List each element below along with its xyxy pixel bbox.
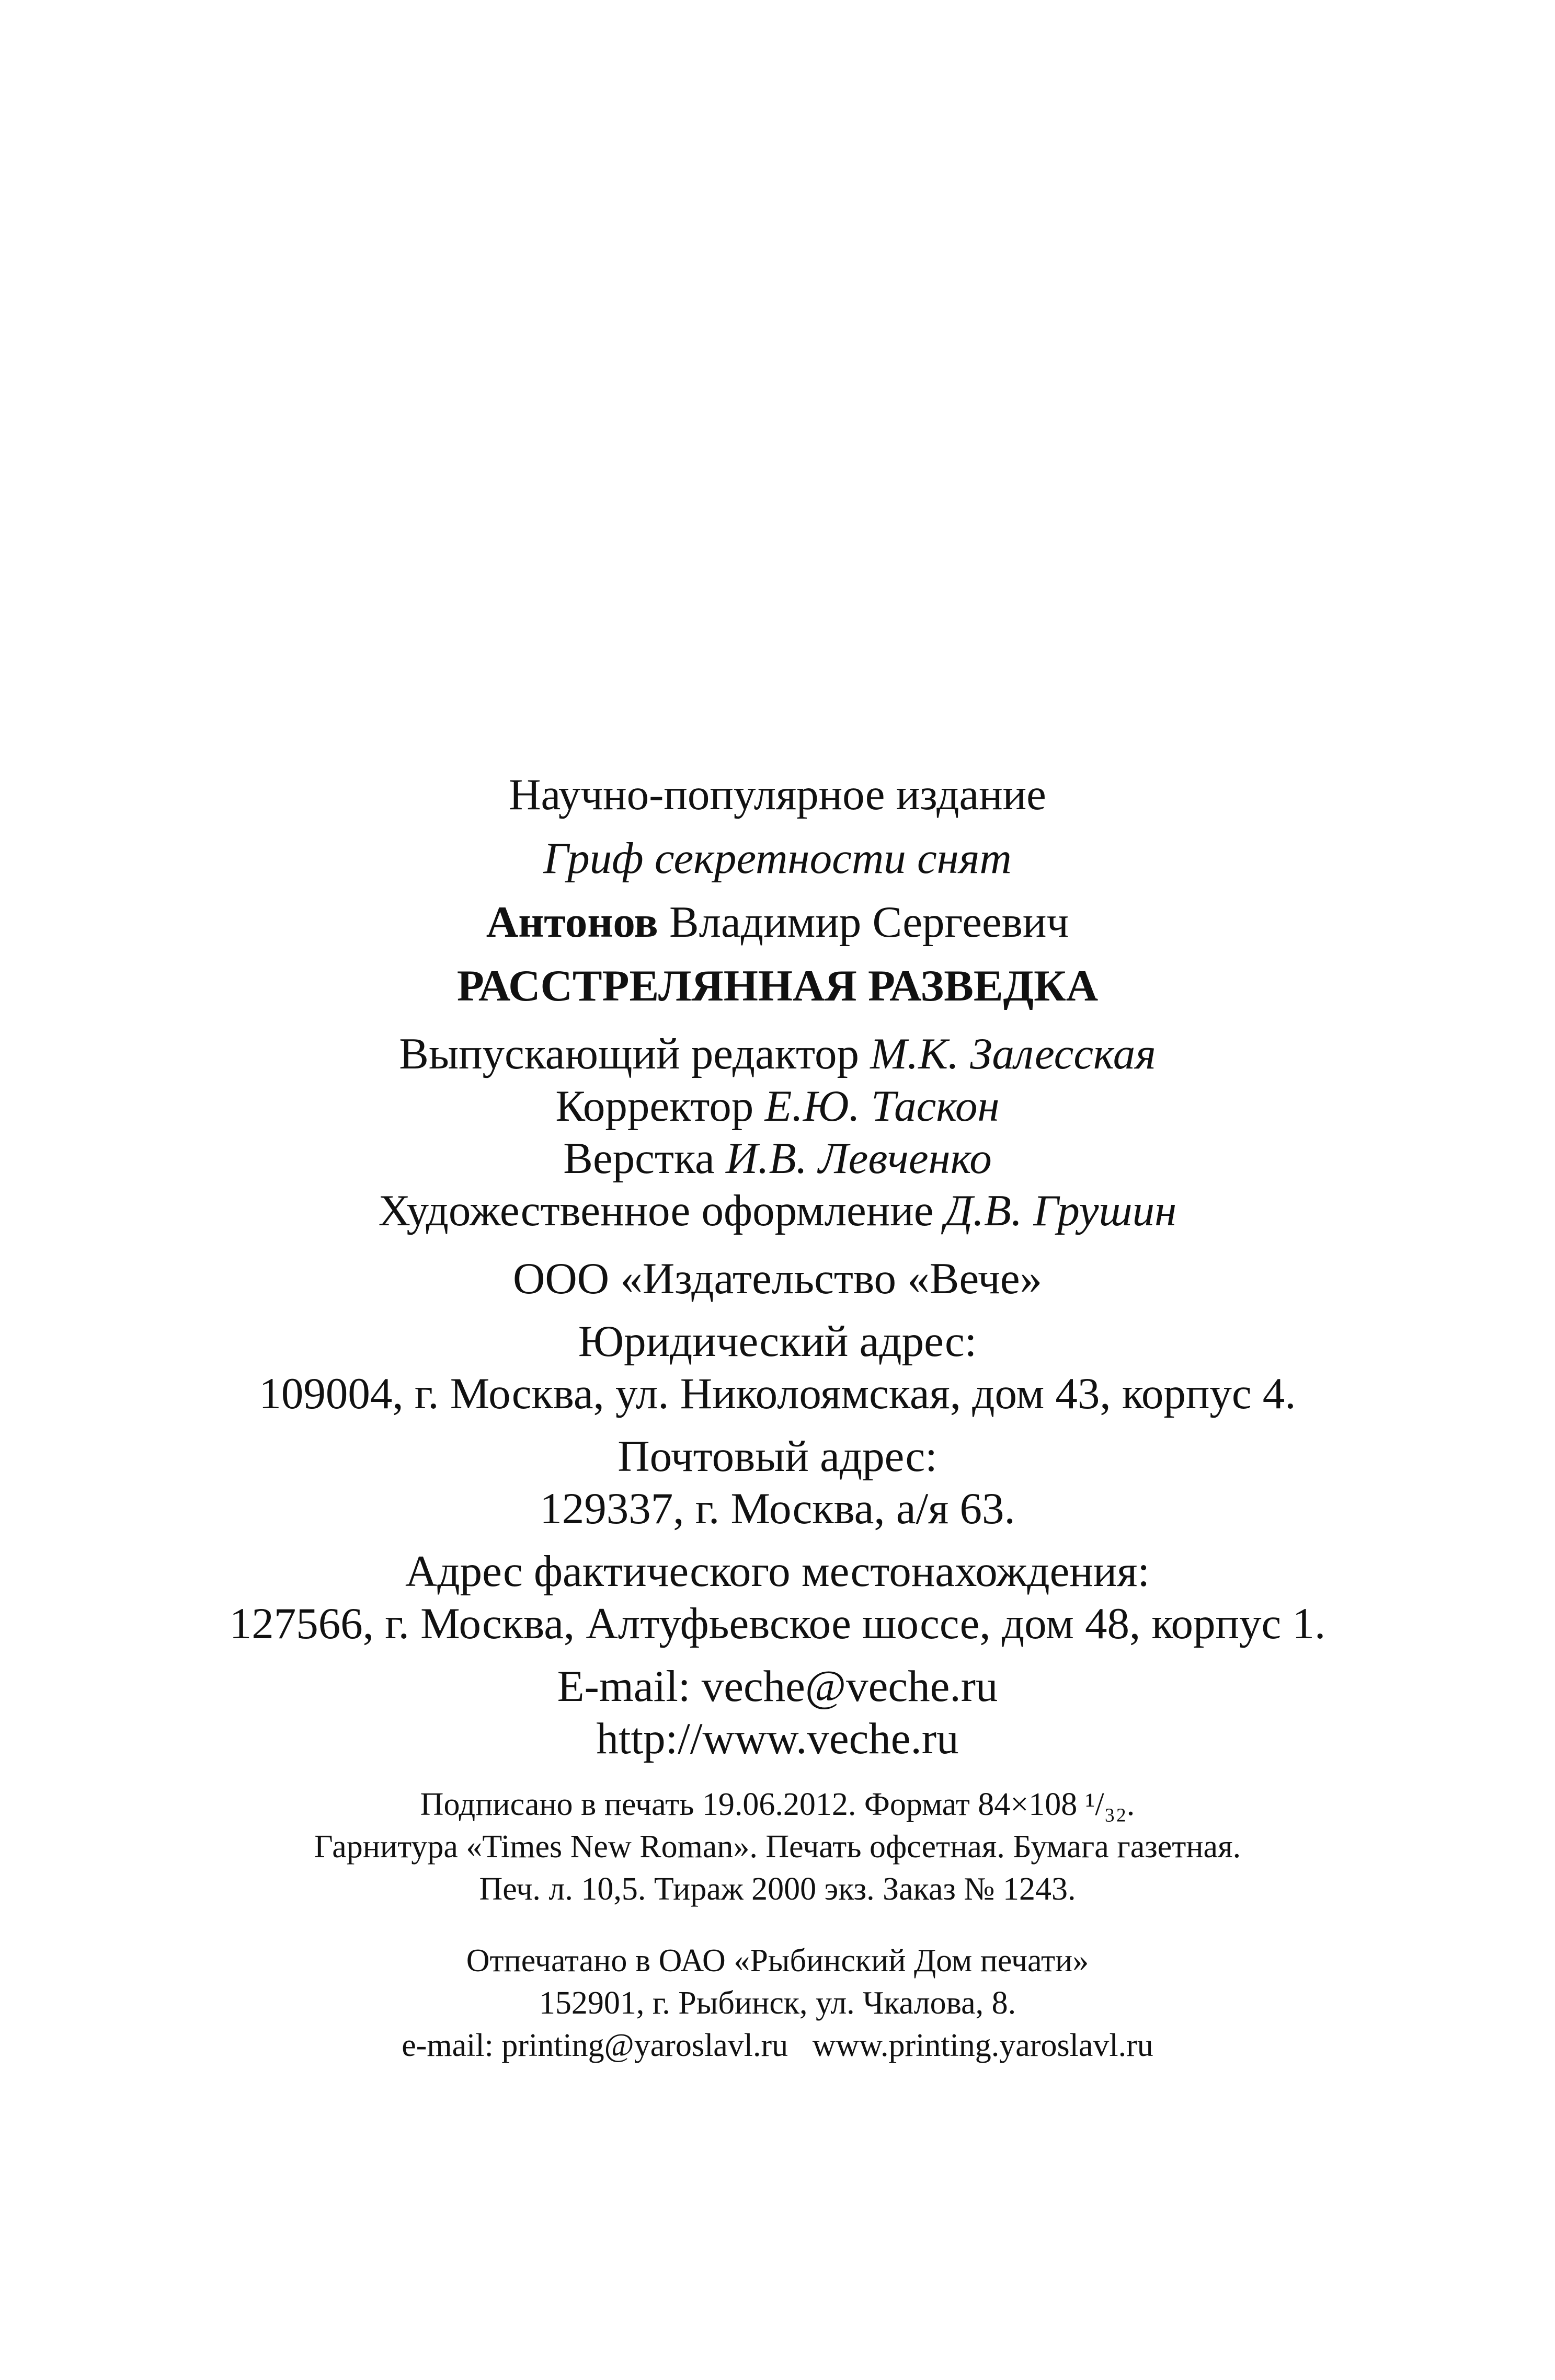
credit-role: Корректор [555, 1082, 765, 1131]
email-line: E-mail: veche@veche.ru [557, 1662, 998, 1711]
print-specs-line: Гарнитура «Times New Roman». Печать офсетная. Бумага газетная. [314, 1829, 1241, 1865]
credit-line [0, 1132, 1555, 1185]
website-line: http://www.veche.ru [596, 1714, 959, 1763]
book-title: РАССТРЕЛЯННАЯ РАЗВЕДКА [456, 961, 1099, 1010]
printer-line: 152901, г. Рыбинск, ул. Чкалова, 8. [539, 1985, 1016, 2021]
actual-address-label: Адрес фактического местонахождения: [405, 1547, 1150, 1596]
credit-name: И.В. Левченко [726, 1134, 992, 1183]
legal-address-label: Юридический адрес: [578, 1317, 977, 1366]
series-title: Гриф секретности снят [543, 834, 1012, 883]
credit-role: Выпускающий редактор [399, 1029, 871, 1078]
publisher-name: ООО «Издательство «Вече» [512, 1254, 1043, 1303]
printer-line: Отпечатано в ОАО «Рыбинский Дом печати» [466, 1943, 1089, 1979]
postal-address-label: Почтовый адрес: [618, 1432, 937, 1481]
credit-line [0, 1028, 1555, 1080]
author-line [0, 896, 1555, 948]
print-specs-line: Подписано в печать 19.06.2012. Формат 84×108 ¹/₃₂. [420, 1787, 1135, 1822]
print-specs-line: Печ. л. 10,5. Тираж 2000 экз. Заказ № 1243. [479, 1871, 1076, 1907]
credit-line [0, 1185, 1555, 1237]
actual-address: 127566, г. Москва, Алтуфьевское шоссе, дом 48, корпус 1. [229, 1599, 1326, 1648]
credit-name: М.К. Залесская [870, 1029, 1156, 1078]
edition-type: Научно-популярное издание [509, 770, 1046, 819]
credit-line [0, 1080, 1555, 1132]
credit-name: Е.Ю. Таскон [764, 1082, 1000, 1131]
legal-address: 109004, г. Москва, ул. Николоямская, дом 43, корпус 4. [259, 1369, 1296, 1418]
author-first-names: Владимир Сергеевич [658, 898, 1069, 947]
imprint-block [0, 768, 1555, 2067]
printer-line: e-mail: printing@yaroslavl.ru www.printing.yaroslavl.ru [402, 2028, 1153, 2063]
credit-name: Д.В. Грушин [944, 1186, 1177, 1235]
postal-address: 129337, г. Москва, а/я 63. [540, 1484, 1015, 1533]
author-last-name: Антонов [486, 898, 658, 947]
credit-role: Верстка [563, 1134, 726, 1183]
credit-role: Художественное оформление [378, 1186, 945, 1235]
